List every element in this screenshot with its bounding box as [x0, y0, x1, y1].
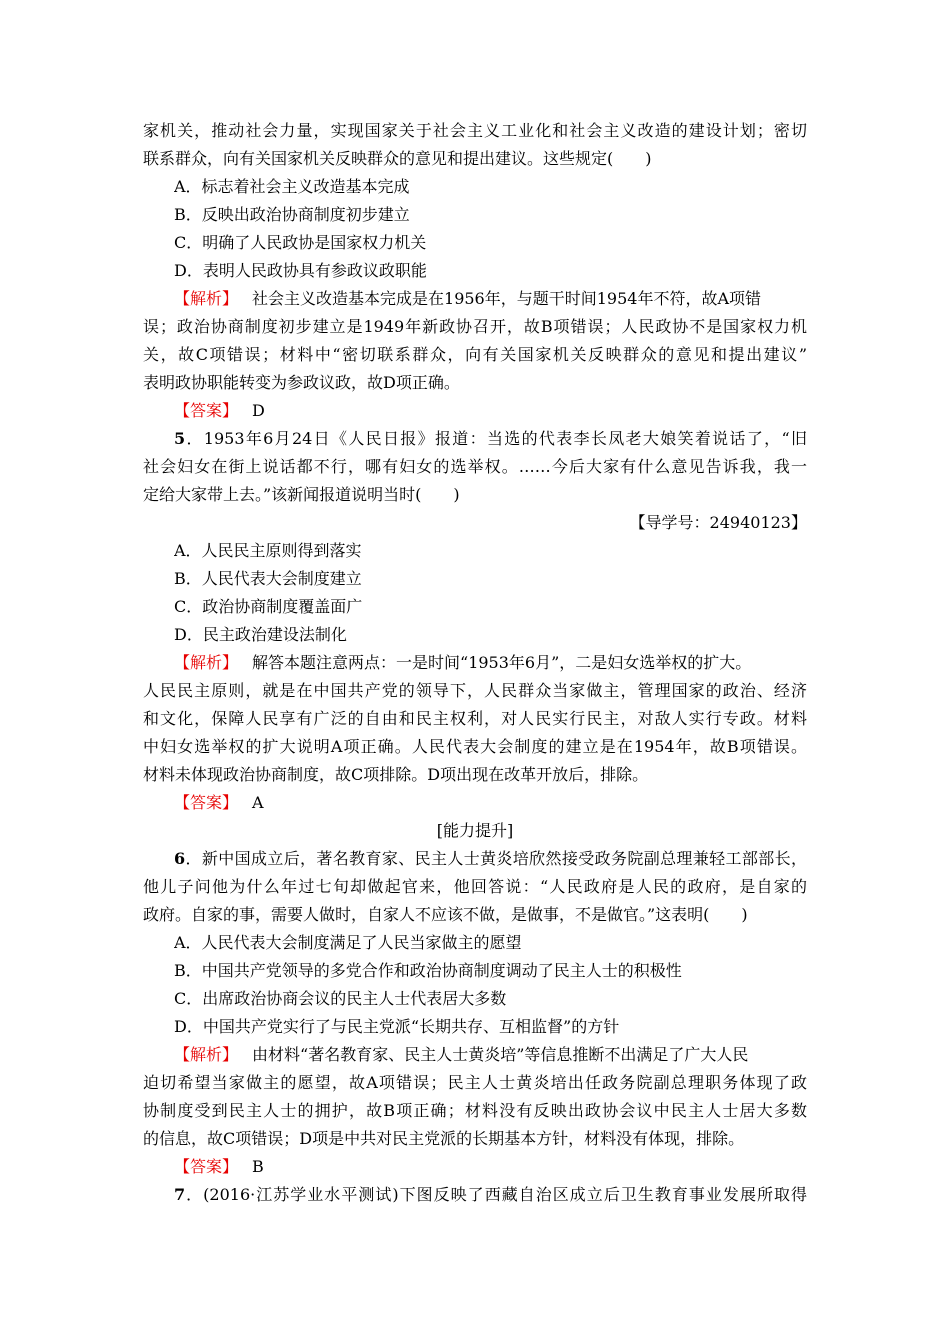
q6-analysis-line: 协制度受到民主人士的拥护，故B项正确；材料没有反映出政协会议中民主人士居大多数 — [143, 1101, 807, 1120]
q7-stem-text: ．(2016·江苏学业水平测试)下图反映了西藏自治区成立后卫生教育事业发展所取得 — [185, 1185, 807, 1204]
question-number: 6 — [174, 849, 186, 868]
q7-stem-line — [174, 1182, 807, 1208]
q4-option-c: C．明确了人民政协是国家权力机关 — [174, 233, 427, 252]
question-number: 7 — [174, 1185, 186, 1204]
section-title: [能力提升] — [436, 821, 514, 840]
q4-answer-line — [174, 398, 807, 424]
answer-value: A — [252, 793, 264, 812]
q6-option-c: C．出席政治协商会议的民主人士代表居大多数 — [174, 989, 507, 1008]
analysis-text: 解答本题注意两点：一是时间“1953年6月”，二是妇女选举权的扩大。 — [252, 653, 752, 672]
q4-option-d: D．表明人民政协具有参政议政职能 — [174, 261, 427, 280]
q6-analysis-line: 的信息，故C项错误；D项是中共对民主党派的长期基本方针，材料没有体现，排除。 — [143, 1129, 745, 1148]
q5-option-c: C．政治协商制度覆盖面广 — [174, 597, 363, 616]
analysis-tag: 【解析】 — [174, 653, 239, 672]
analysis-tag: 【解析】 — [174, 1045, 239, 1064]
answer-value: B — [252, 1157, 264, 1176]
q4-analysis-line: 误；政治协商制度初步建立是1949年新政协召开，故B项错误；人民政协不是国家权力机 — [143, 317, 807, 336]
q4-stem-line: 家机关，推动社会力量，实现国家关于社会主义工业化和社会主义改造的建设计划；密切 — [143, 121, 807, 140]
q5-analysis-line — [174, 650, 807, 676]
q4-analysis-line — [174, 286, 807, 312]
q5-analysis-line: 和文化，保障人民享有广泛的自由和民主权利，对人民实行民主，对敌人实行专政。材料 — [143, 709, 807, 728]
q5-option-a: A．人民民主原则得到落实 — [174, 541, 362, 560]
q5-option-b: B．人民代表大会制度建立 — [174, 569, 362, 588]
q4-stem-line: 联系群众，向有关国家机关反映群众的意见和提出建议。这些规定( ) — [143, 149, 652, 168]
q5-analysis-line: 人民民主原则，就是在中国共产党的领导下，人民群众当家做主，管理国家的政治、经济 — [143, 681, 807, 700]
q5-stem-line — [174, 426, 807, 452]
q5-analysis-line: 材料未体现政治协商制度，故C项排除。D项出现在改革开放后，排除。 — [143, 765, 649, 784]
analysis-tag: 【解析】 — [174, 289, 239, 308]
q5-option-d: D．民主政治建设法制化 — [174, 625, 347, 644]
answer-value: D — [252, 401, 265, 420]
question-number: 5 — [174, 429, 186, 448]
answer-tag: 【答案】 — [174, 793, 239, 812]
q4-option-a: A．标志着社会主义改造基本完成 — [174, 177, 410, 196]
q4-option-b: B．反映出政治协商制度初步建立 — [174, 205, 410, 224]
answer-tag: 【答案】 — [174, 401, 239, 420]
q6-stem-text: ．新中国成立后，著名教育家、民主人士黄炎培欣然接受政务院副总理兼轻工部部长， — [185, 849, 807, 868]
q5-stem-line: 社会妇女在街上说话都不行，哪有妇女的选举权。……今后大家有什么意见告诉我，我一 — [143, 457, 807, 476]
q6-analysis-line — [174, 1042, 807, 1068]
answer-tag: 【答案】 — [174, 1157, 239, 1176]
q6-stem-line: 他儿子问他为什么年过七旬却做起官来，他回答说：“人民政府是人民的政府，是自家的 — [143, 877, 807, 896]
q6-option-d: D．中国共产党实行了与民主党派“长期共存、互相监督”的方针 — [174, 1017, 620, 1036]
q6-option-b: B．中国共产党领导的多党合作和政治协商制度调动了民主人士的积极性 — [174, 961, 682, 980]
q6-stem-line: 政府。自家的事，需要人做时，自家人不应该不做，是做事，不是做官。”这表明( ) — [143, 905, 748, 924]
q6-analysis-line: 迫切希望当家做主的愿望，故A项错误；民主人士黄炎培出任政务院副总理职务体现了政 — [143, 1073, 807, 1092]
analysis-text: 由材料“著名教育家、民主人士黄炎培”等信息推断不出满足了广大人民 — [252, 1045, 749, 1064]
q5-analysis-line: 中妇女选举权的扩大说明A项正确。人民代表大会制度的建立是在1954年，故B项错误。 — [143, 737, 807, 756]
q5-answer-line — [174, 790, 807, 816]
q4-analysis-line: 表明政协职能转变为参政议政，故D项正确。 — [143, 373, 460, 392]
analysis-text: 社会主义改造基本完成是在1956年，与题干时间1954年不符，故A项错 — [252, 289, 762, 308]
q5-stem-line: 定给大家带上去。”该新闻报道说明当时( ) — [143, 485, 460, 504]
q6-answer-line — [174, 1154, 807, 1180]
q4-analysis-line: 关，故C项错误；材料中“密切联系群众，向有关国家机关反映群众的意见和提出建议” — [143, 345, 807, 364]
q5-stem-text: ．1953年6月24日《人民日报》报道：当选的代表李长凤老大娘笑着说话了，“旧 — [185, 429, 807, 448]
q6-stem-line — [174, 846, 807, 872]
q6-option-a: A．人民代表大会制度满足了人民当家做主的愿望 — [174, 933, 522, 952]
guide-number: 【导学号：24940123】 — [629, 513, 807, 532]
